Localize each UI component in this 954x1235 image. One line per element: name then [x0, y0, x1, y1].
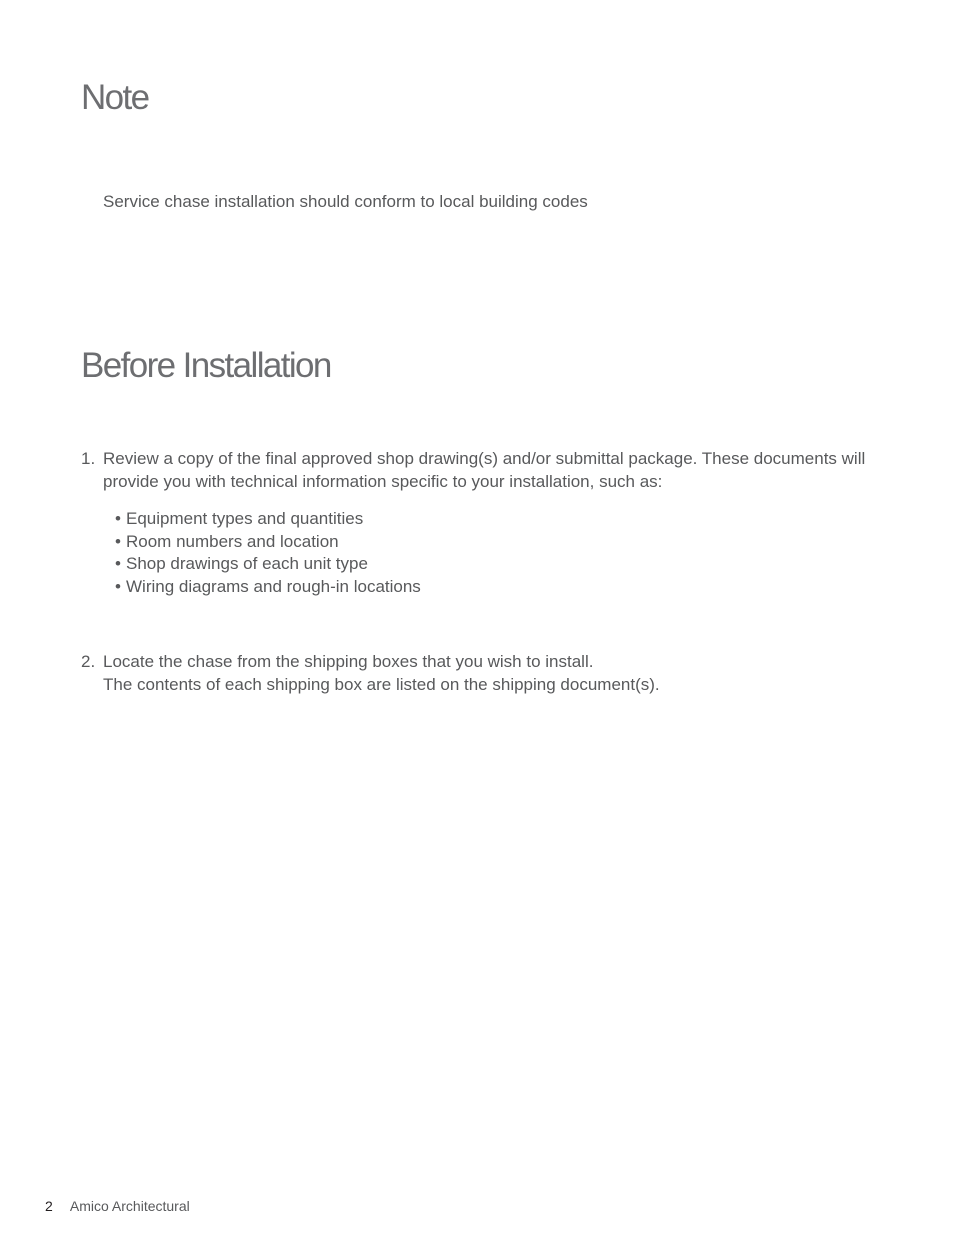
company-name: Amico Architectural	[69, 1198, 190, 1214]
bullet-icon: •	[115, 576, 121, 596]
note-text: Service chase installation should conform to local building codes	[103, 192, 588, 211]
list-item	[115, 531, 421, 554]
list-item-text: Shop drawings of each unit type	[126, 554, 368, 573]
step-number: 2.	[81, 652, 96, 671]
step-line: Review a copy of the final approved shop drawing(s) and/or submittal package. These documents will	[103, 449, 866, 468]
list-item-text: Wiring diagrams and rough-in locations	[126, 576, 421, 596]
step-number: 1.	[81, 449, 96, 468]
bullet-icon: •	[115, 554, 121, 573]
list-item-text: Room numbers and location	[126, 531, 339, 551]
requirements-list	[115, 508, 421, 598]
step-line: Locate the chase from the shipping boxes that you wish to install.	[103, 652, 594, 671]
step-line: provide you with technical information specific to your installation, such as:	[103, 472, 663, 491]
list-item-text: Equipment types and quantities	[126, 509, 364, 528]
page-footer	[45, 1197, 190, 1215]
list-item	[115, 576, 421, 599]
list-item	[115, 508, 421, 531]
step-text	[103, 447, 911, 493]
before-installation-heading: Before Installation	[81, 346, 331, 385]
step-line: The contents of each shipping box are listed on the shipping document(s).	[103, 675, 660, 694]
note-heading: Note	[81, 78, 149, 117]
list-item	[115, 553, 421, 576]
page-number: 2	[45, 1198, 53, 1214]
step-text	[103, 650, 911, 696]
bullet-icon: •	[115, 509, 121, 528]
bullet-icon: •	[115, 531, 121, 551]
